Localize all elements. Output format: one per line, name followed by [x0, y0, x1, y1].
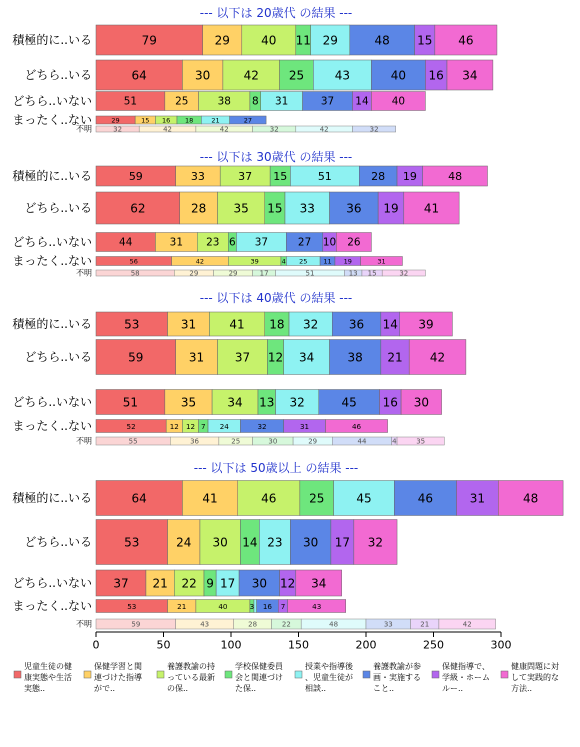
data-label: 17 — [334, 535, 351, 550]
data-label: 12 — [185, 422, 196, 431]
data-label: 31 — [274, 95, 289, 108]
data-label: 25 — [309, 491, 325, 506]
data-label: 30 — [413, 395, 429, 410]
data-label: 23 — [267, 535, 283, 550]
data-label: 18 — [269, 317, 285, 332]
panel — [12, 290, 466, 446]
row-label: どちら..いない — [12, 94, 92, 108]
data-label: 52 — [126, 422, 136, 431]
data-label: 22 — [281, 620, 291, 629]
data-label: 32 — [369, 125, 379, 134]
legend-label: 養護教諭の持っている最新の保.. — [167, 662, 215, 693]
data-label: 37 — [254, 236, 269, 249]
data-label: 46 — [261, 491, 277, 506]
x-tick-label: 150 — [288, 638, 309, 652]
data-label: 16 — [428, 68, 444, 83]
row-label: 積極的に..いる — [12, 317, 92, 331]
data-label: 3 — [249, 602, 255, 611]
data-label: 29 — [228, 269, 238, 278]
data-label: 28 — [248, 620, 258, 629]
panel-title: --- 以下は 40歳代 の結果 --- — [199, 291, 353, 305]
legend-label: 保健指導で、学級・ホームルー.. — [442, 662, 490, 693]
data-label: 18 — [185, 116, 194, 125]
legend-item — [225, 661, 283, 693]
data-label: 48 — [523, 491, 539, 506]
data-label: 42 — [195, 257, 205, 266]
legend-item — [363, 661, 421, 693]
data-label: 31 — [377, 257, 386, 266]
data-label: 12 — [280, 576, 296, 591]
data-label: 30 — [303, 535, 319, 550]
data-label: 21 — [420, 620, 430, 629]
data-label: 11 — [295, 33, 311, 48]
data-label: 53 — [127, 602, 137, 611]
data-label: 34 — [311, 576, 327, 591]
row-label: まったく..ない — [12, 599, 92, 613]
row-label: 不明 — [76, 268, 92, 278]
data-label: 30 — [195, 68, 211, 83]
x-tick-label: 250 — [423, 638, 444, 652]
data-label: 32 — [303, 317, 319, 332]
data-label: 25 — [288, 68, 305, 83]
legend-swatch — [14, 671, 21, 678]
data-label: 41 — [229, 317, 245, 332]
data-label: 51 — [317, 170, 332, 183]
row-label: どちら..いない — [12, 395, 92, 409]
legend-item — [295, 661, 354, 693]
x-tick-label: 0 — [92, 638, 100, 652]
data-label: 59 — [131, 620, 141, 629]
row-label: どちら..いる — [24, 350, 92, 364]
data-label: 34 — [298, 350, 315, 365]
data-label: 55 — [128, 437, 138, 446]
data-label: 14 — [242, 535, 258, 550]
data-label: 51 — [122, 395, 139, 410]
legend-item — [14, 661, 72, 693]
data-label: 51 — [305, 269, 315, 278]
data-label: 24 — [176, 535, 192, 550]
data-label: 39 — [418, 317, 434, 332]
data-label: 11 — [323, 257, 332, 266]
data-label: 40 — [218, 602, 228, 611]
data-label: 24 — [219, 422, 229, 431]
data-label: 34 — [462, 68, 478, 83]
legend-swatch — [501, 671, 508, 678]
data-label: 38 — [347, 350, 363, 365]
data-label: 48 — [374, 33, 390, 48]
row-label: どちら..いない — [12, 576, 92, 590]
data-label: 17 — [259, 269, 269, 278]
data-label: 45 — [341, 395, 357, 410]
x-tick-label: 200 — [355, 638, 377, 652]
data-label: 29 — [189, 269, 199, 278]
data-label: 13 — [348, 269, 358, 278]
x-axis — [93, 632, 512, 652]
row-label: 積極的に..いる — [12, 169, 92, 183]
data-label: 19 — [343, 257, 352, 266]
data-label: 19 — [402, 170, 417, 183]
legend-swatch — [84, 671, 91, 678]
panel-title: --- 以下は 30歳代 の結果 --- — [199, 150, 353, 164]
data-label: 44 — [357, 437, 367, 446]
data-label: 17 — [219, 576, 236, 591]
data-label: 51 — [123, 95, 138, 108]
data-label: 44 — [119, 236, 133, 249]
data-label: 7 — [201, 422, 206, 431]
panel-title: --- 以下は 20歳代 の結果 --- — [199, 6, 353, 20]
data-label: 42 — [243, 68, 259, 83]
data-label: 23 — [206, 236, 220, 249]
chart-panels — [12, 5, 563, 629]
data-label: 16 — [262, 602, 272, 611]
data-label: 30 — [251, 576, 267, 591]
data-label: 53 — [124, 535, 140, 550]
data-label: 33 — [299, 201, 315, 216]
data-label: 42 — [163, 125, 173, 134]
data-label: 31 — [188, 350, 205, 365]
data-label: 15 — [417, 33, 433, 48]
legend-item — [157, 661, 215, 693]
data-label: 7 — [280, 602, 286, 611]
data-label: 28 — [190, 201, 207, 216]
data-label: 42 — [319, 125, 329, 134]
data-label: 36 — [190, 437, 200, 446]
data-label: 29 — [111, 116, 120, 125]
data-label: 31 — [180, 317, 197, 332]
data-label: 53 — [124, 317, 140, 332]
panel-title: --- 以下は 50歳以上 の結果 --- — [193, 461, 359, 475]
data-label: 16 — [382, 395, 398, 410]
data-label: 21 — [152, 576, 168, 591]
data-label: 10 — [322, 236, 337, 249]
data-label: 42 — [462, 620, 472, 629]
data-label: 59 — [128, 350, 144, 365]
data-label: 29 — [322, 33, 338, 48]
legend-label: 授業や指導後、児童生徒が相談.. — [305, 662, 353, 693]
data-label: 37 — [234, 350, 251, 365]
data-label: 43 — [200, 620, 210, 629]
data-label: 32 — [289, 395, 305, 410]
legend-swatch — [157, 671, 164, 678]
data-label: 9 — [206, 576, 214, 591]
row-label: どちら..いない — [12, 235, 92, 249]
data-label: 30 — [268, 437, 278, 446]
data-label: 33 — [190, 170, 205, 183]
data-label: 79 — [141, 33, 157, 48]
data-label: 6 — [229, 236, 236, 249]
data-label: 21 — [387, 350, 403, 365]
data-label: 13 — [259, 395, 275, 410]
data-label: 38 — [217, 95, 231, 108]
x-tick-label: 100 — [220, 638, 242, 652]
data-label: 32 — [257, 422, 267, 431]
data-label: 42 — [429, 350, 446, 365]
data-label: 41 — [202, 491, 218, 506]
x-tick-label: 300 — [490, 638, 512, 652]
data-label: 15 — [267, 201, 283, 216]
data-label: 36 — [346, 201, 362, 216]
data-label: 4 — [281, 257, 286, 266]
data-label: 43 — [334, 68, 351, 83]
data-label: 46 — [458, 33, 474, 48]
data-label: 27 — [243, 116, 253, 125]
data-label: 27 — [297, 236, 312, 249]
data-label: 21 — [211, 116, 220, 125]
data-label: 56 — [129, 257, 138, 266]
row-label: 不明 — [76, 124, 92, 134]
row-label: 積極的に..いる — [12, 491, 92, 505]
data-label: 25 — [231, 437, 241, 446]
data-label: 45 — [356, 491, 372, 506]
data-label: 28 — [371, 170, 386, 183]
data-label: 12 — [267, 350, 284, 365]
data-label: 37 — [320, 95, 335, 108]
data-label: 40 — [391, 95, 406, 108]
data-label: 64 — [131, 491, 147, 506]
legend-swatch — [363, 671, 370, 678]
legend-label: 保健学習と関連づけた指導がで.. — [94, 662, 142, 693]
legend-swatch — [432, 671, 439, 678]
row-label: まったく..ない — [12, 419, 92, 433]
legend-label: 学校保健委員会と関連づけた保.. — [235, 662, 283, 693]
data-label: 40 — [261, 33, 277, 48]
panel — [12, 460, 563, 629]
data-label: 35 — [416, 437, 426, 446]
data-label: 32 — [113, 125, 123, 134]
row-label: 積極的に..いる — [12, 33, 92, 47]
row-label: 不明 — [76, 619, 92, 629]
data-label: 32 — [399, 269, 409, 278]
row-label: まったく..ない — [12, 254, 92, 268]
row-label: 不明 — [76, 436, 92, 446]
data-label: 15 — [273, 170, 288, 183]
legend-label: 養護教諭が参画・実施すること.. — [373, 662, 421, 693]
data-label: 4 — [392, 437, 397, 446]
data-label: 8 — [251, 95, 259, 108]
data-label: 32 — [269, 125, 279, 134]
data-label: 16 — [162, 116, 171, 125]
data-label: 30 — [212, 535, 228, 550]
data-label: 46 — [352, 422, 362, 431]
data-label: 34 — [227, 395, 243, 410]
row-label: どちら..いる — [24, 201, 92, 215]
data-label: 31 — [300, 422, 310, 431]
x-tick-label: 50 — [156, 638, 171, 652]
data-label: 31 — [469, 491, 486, 506]
legend-label: 児童生徒の健康実態や生活実態.. — [24, 662, 72, 693]
data-label: 14 — [355, 95, 369, 108]
data-label: 46 — [417, 491, 434, 506]
data-label: 14 — [382, 317, 398, 332]
data-label: 31 — [169, 236, 183, 249]
data-label: 64 — [131, 68, 147, 83]
legend-item — [432, 661, 490, 693]
data-label: 29 — [308, 437, 318, 446]
data-label: 42 — [219, 125, 229, 134]
data-label: 35 — [180, 395, 197, 410]
row-label: まったく..ない — [12, 113, 92, 127]
data-label: 15 — [367, 269, 377, 278]
legend-item — [501, 661, 559, 693]
legend-item — [84, 661, 142, 693]
data-label: 26 — [347, 236, 361, 249]
bar-segment — [254, 600, 257, 613]
data-label: 22 — [181, 576, 197, 591]
data-label: 35 — [233, 201, 249, 216]
data-label: 19 — [383, 201, 399, 216]
data-label: 48 — [329, 620, 339, 629]
data-label: 25 — [175, 95, 189, 108]
data-label: 25 — [299, 257, 308, 266]
row-label: どちら..いる — [24, 68, 92, 82]
data-label: 32 — [367, 535, 384, 550]
data-label: 48 — [448, 170, 463, 183]
data-label: 37 — [238, 170, 253, 183]
data-label: 33 — [383, 620, 393, 629]
row-label: どちら..いる — [24, 535, 92, 549]
data-label: 58 — [130, 269, 140, 278]
legend-label: 健康問題に対して実践的な方法.. — [511, 662, 559, 693]
legend — [14, 661, 559, 693]
data-label: 39 — [250, 257, 259, 266]
data-label: 37 — [113, 576, 129, 591]
data-label: 36 — [348, 317, 365, 332]
data-label: 12 — [169, 422, 179, 431]
legend-swatch — [295, 671, 302, 678]
data-label: 62 — [130, 201, 146, 216]
data-label: 59 — [128, 170, 143, 183]
data-label: 29 — [214, 33, 230, 48]
data-label: 43 — [312, 602, 322, 611]
data-label: 15 — [141, 116, 150, 125]
data-label: 21 — [177, 602, 187, 611]
data-label: 40 — [390, 68, 407, 83]
panel — [12, 149, 487, 278]
legend-swatch — [225, 671, 232, 678]
data-label: 41 — [423, 201, 440, 216]
